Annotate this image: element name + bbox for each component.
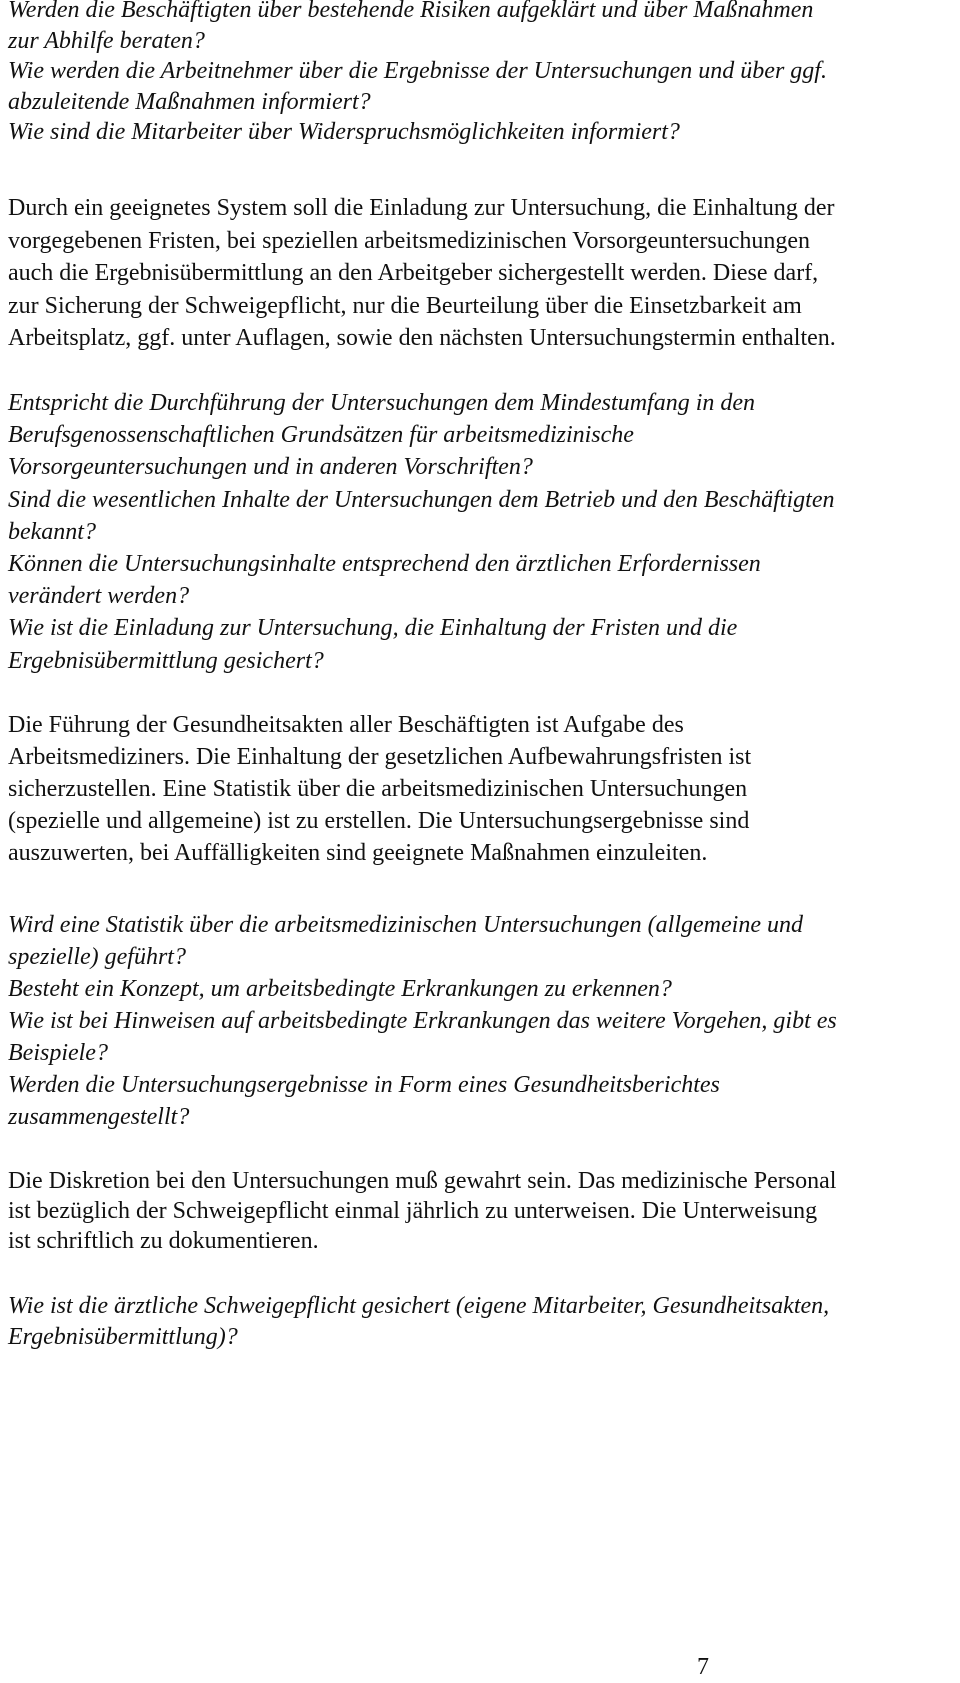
text-line: Wird eine Statistik über die arbeitsmedizinischen Untersuchungen (allgemeine und	[8, 912, 803, 938]
text-line: ist bezüglich der Schweigepflicht einmal jährlich zu unterweisen. Die Unterweisung	[8, 1198, 818, 1224]
questions-risk-information	[8, 0, 827, 148]
text-line: auch die Ergebnisübermittlung an den Arbeitgeber sichergestellt werden. Diese darf,	[8, 260, 819, 286]
text-line: zur Sicherung der Schweigepflicht, nur die Beurteilung über die Einsetzbarkeit am	[8, 292, 802, 319]
text-line: Wie sind die Mitarbeiter über Widerspruchsmöglichkeiten informiert?	[8, 119, 680, 145]
text-line: vorgegebenen Fristen, bei speziellen arbeitsmedizinischen Vorsorgeuntersuchungen	[8, 227, 811, 254]
text-line: Werden die Untersuchungsergebnisse in Form eines Gesundheitsberichtes	[8, 1072, 720, 1098]
text-line: Besteht ein Konzept, um arbeitsbedingte Erkrankungen zu erkennen?	[8, 976, 672, 1002]
text-line: zusammengestellt?	[8, 1104, 190, 1130]
text-line: spezielle) geführt?	[8, 944, 186, 970]
text-line: Ergebnisübermittlung gesichert?	[8, 647, 324, 674]
text-line: abzuleitende Maßnahmen informiert?	[8, 88, 371, 115]
text-line: Arbeitsmediziners. Die Einhaltung der gesetzlichen Aufbewahrungsfristen ist	[8, 744, 752, 770]
questions-examination-scope	[8, 387, 834, 677]
text-line: Wie ist bei Hinweisen auf arbeitsbedingte Erkrankungen das weitere Vorgehen, gibt es	[8, 1008, 837, 1034]
paragraph-health-records	[8, 709, 751, 869]
text-line: Beispiele?	[8, 1040, 108, 1066]
text-line: ist schriftlich zu dokumentieren.	[8, 1228, 319, 1254]
text-line: bekannt?	[8, 518, 96, 545]
text-line: Durch ein geeignetes System soll die Einladung zur Untersuchung, die Einhaltung der	[8, 195, 835, 221]
text-line: sicherzustellen. Eine Statistik über die arbeitsmedizinischen Untersuchungen	[8, 776, 748, 802]
text-line: Wie ist die Einladung zur Untersuchung, die Einhaltung der Fristen und die	[8, 615, 738, 642]
text-line: auszuwerten, bei Auffälligkeiten sind geeignete Maßnahmen einzuleiten.	[8, 840, 708, 866]
questions-confidentiality	[8, 1291, 829, 1353]
text-line: Die Führung der Gesundheitsakten aller Beschäftigten ist Aufgabe des	[8, 712, 684, 738]
paragraph-invitation-system	[8, 192, 836, 355]
text-line: (spezielle und allgemeine) ist zu erstellen. Die Untersuchungsergebnisse sind	[8, 808, 750, 834]
text-line: Sind die wesentlichen Inhalte der Untersuchungen dem Betrieb und den Beschäftigten	[8, 486, 835, 513]
text-line: Ergebnisübermittlung)?	[8, 1324, 238, 1350]
text-line: Werden die Beschäftigten über bestehende Risiken aufgeklärt und über Maßnahmen	[8, 0, 814, 23]
text-line: Arbeitsplatz, ggf. unter Auflagen, sowie den nächsten Untersuchungstermin enthalten.	[8, 325, 836, 351]
text-line: Berufsgenossenschaftlichen Grundsätzen für arbeitsmedizinische	[8, 422, 634, 449]
questions-statistics	[8, 909, 837, 1133]
text-line: Wie ist die ärztliche Schweigepflicht gesichert (eigene Mitarbeiter, Gesundheitsakten,	[8, 1293, 830, 1319]
text-line: Vorsorgeuntersuchungen und in anderen Vorschriften?	[8, 454, 533, 481]
text-line: Die Diskretion bei den Untersuchungen muß gewahrt sein. Das medizinische Personal	[8, 1168, 837, 1194]
text-line: Entspricht die Durchführung der Untersuchungen dem Mindestumfang in den	[8, 390, 756, 416]
text-line: Wie werden die Arbeitnehmer über die Ergebnisse der Untersuchungen und über ggf.	[8, 58, 827, 84]
text-line: zur Abhilfe beraten?	[8, 27, 205, 54]
paragraph-discretion	[8, 1166, 836, 1256]
text-line: verändert werden?	[8, 583, 190, 610]
text-line: Können die Untersuchungsinhalte entsprechend den ärztlichen Erfordernissen	[8, 551, 761, 578]
page-number: 7	[697, 1654, 709, 1680]
